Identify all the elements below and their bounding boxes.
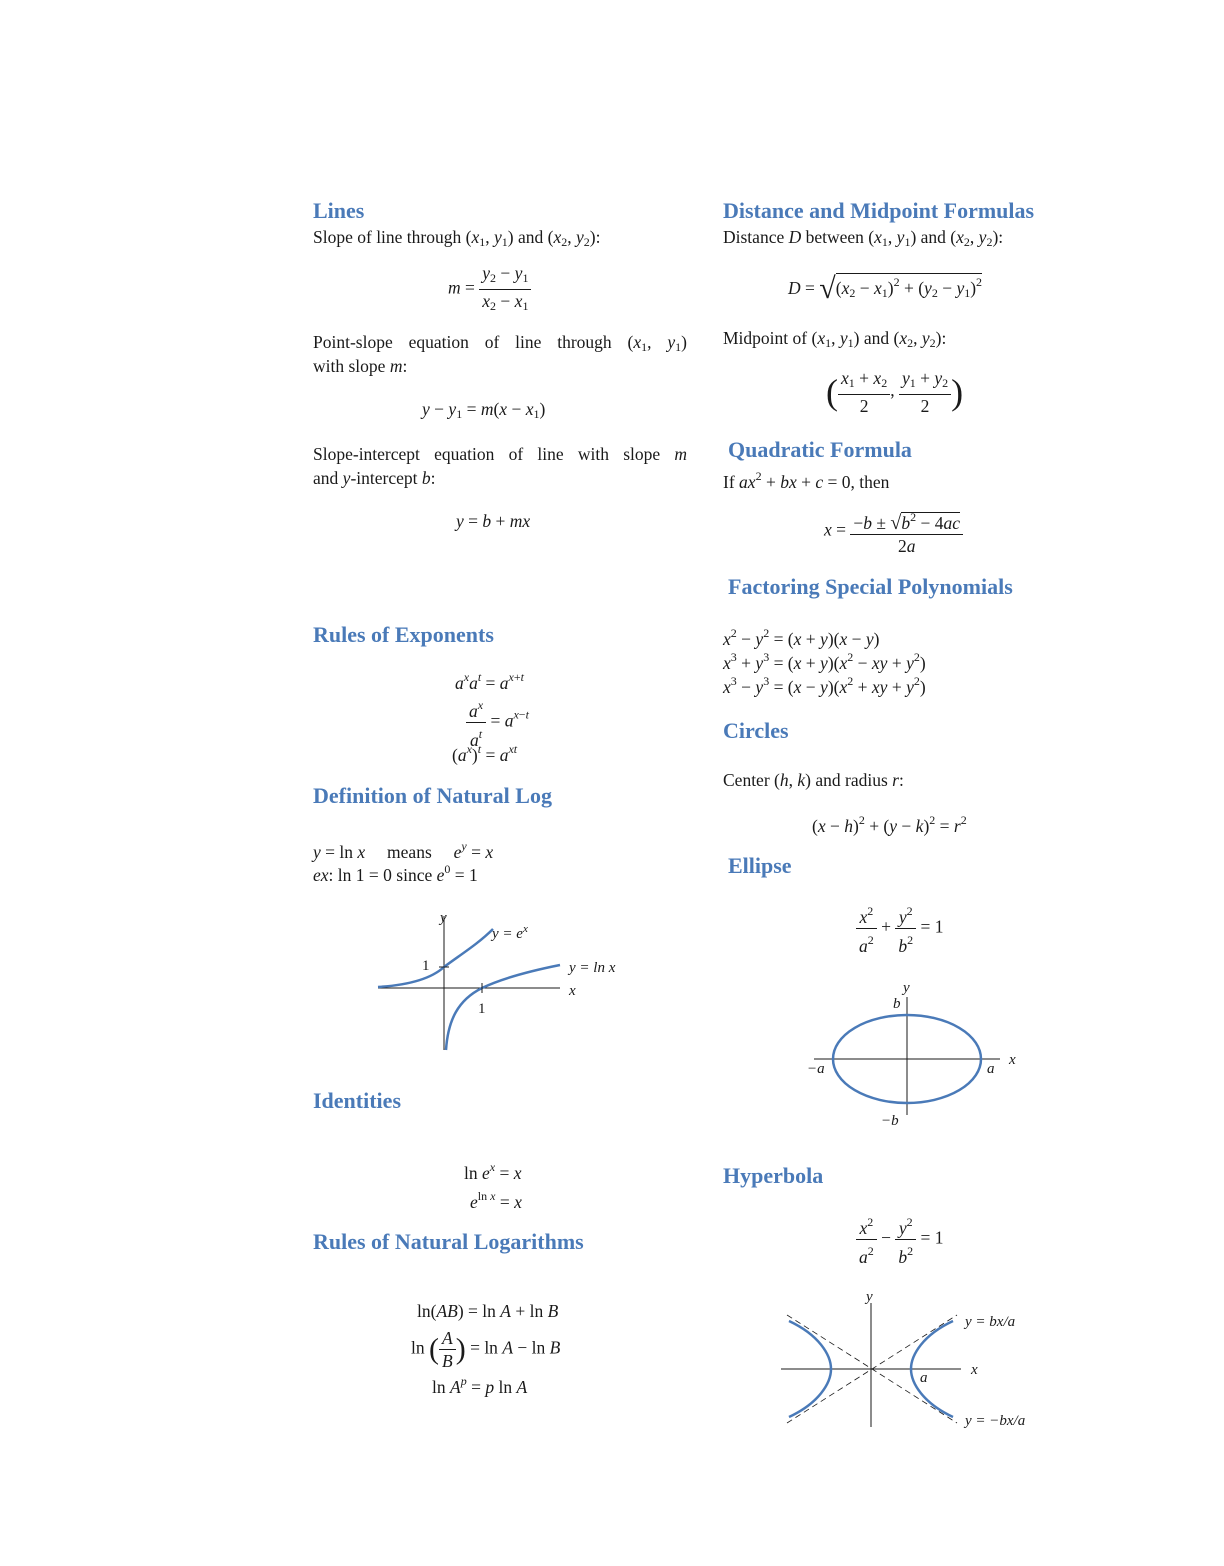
midpoint-text: Midpoint of ($x_1$, $y_1$) and ($x_2$, $y_2$): (723, 328, 947, 350)
exp-curve (378, 929, 493, 987)
exp-ln-graph (370, 900, 640, 1060)
ellipse-graph (800, 975, 1030, 1135)
exponent-rule-quotient: $\frac{a^x}{a^t}$ = $a^{x-t}$ (466, 694, 529, 751)
factoring-diff-squares: $x^2 - y^2 = (x + y)(x - y)$ (723, 626, 880, 649)
factoring-heading: Factoring Special Polynomials (728, 574, 1013, 599)
quadratic-text: If $ax^2$ + bx + c = 0, then (723, 469, 890, 492)
log-rule-product: ln(AB) = ln A + ln B (417, 1301, 559, 1321)
natural-log-heading: Definition of Natural Log (313, 783, 552, 808)
exponent-rule-power: $(a^x)^t = a^{xt}$ (452, 742, 518, 765)
ln-curve-label: y = ln x (569, 960, 616, 976)
y-tick-label: 1 (422, 958, 430, 974)
point-slope-formula: $y - y_1 = m(x - x_1)$ (422, 399, 546, 421)
x-axis-label: x (569, 983, 576, 999)
y-axis-label: y (903, 980, 910, 996)
quadratic-heading: Quadratic Formula (728, 437, 912, 462)
distance-text: Distance D between ($x_1$, $y_1$) and ($x_2$, $y_2$): (723, 227, 1004, 249)
factoring-sum-cubes: $x^3 + y^3 = (x + y)(x^2$ − xy + $y^2$) (723, 650, 926, 673)
identities-heading: Identities (313, 1088, 401, 1113)
factoring-diff-cubes: $x^3 - y^3 = (x - y)(x^2$ + xy + $y^2$) (723, 674, 926, 697)
exp-curve-label: $y = e^x$ (492, 923, 528, 942)
slope-intercept-formula: y = b + mx (456, 511, 531, 531)
x-tick-label: 1 (478, 1001, 486, 1017)
circles-formula: $(x - h)^2 + (y - k)^2 = r^2$ (812, 813, 967, 836)
circles-heading: Circles (723, 718, 789, 743)
quadratic-formula: x = $\frac{-b \pm √b^2 - 4ac}{2a}$ (824, 506, 963, 557)
distance-heading: Distance and Midpoint Formulas (723, 198, 1035, 223)
identity-ln-exp: $\ln e^x = x$ (464, 1160, 522, 1183)
asymptote-positive-label: y = bx/a (965, 1314, 1016, 1330)
y-axis-label: y (866, 1289, 873, 1305)
ln-curve (446, 965, 560, 1050)
point-slope-text-1: Point-slope equation of line through ($x_1$, $y_1$) (313, 332, 687, 354)
x-axis-label: x (971, 1362, 978, 1378)
ellipse-heading: Ellipse (728, 853, 792, 878)
neg-a-label: −a (807, 1061, 825, 1077)
slope-intercept-text-2: and y-intercept b: (313, 468, 436, 488)
neg-b-label: −b (881, 1113, 899, 1129)
b-label: b (893, 996, 901, 1012)
lines-heading: Lines (313, 198, 365, 223)
ellipse-formula: $\frac{x^2}{a^2}$ + $\frac{y^2}{b^2}$ = 1 (856, 900, 944, 957)
hyperbola-heading: Hyperbola (723, 1163, 824, 1188)
natural-log-example: ex: ln 1 = 0 since $e^0 = 1$ (313, 862, 478, 885)
identity-exp-ln: $e^{ln x} = x$ (470, 1189, 522, 1212)
y-axis-label: y (440, 910, 447, 926)
a-label: a (987, 1061, 995, 1077)
hyperbola-graph (775, 1285, 1065, 1435)
asymptote-negative-label: y = −bx/a (965, 1413, 1026, 1429)
exponent-rule-product: $a^xa^t = a^{x+t}$ (455, 670, 524, 693)
distance-formula: $D = √(x_2 - x_1)^2 + (y_2 - y_1)^2$ (788, 272, 983, 305)
log-rule-power: $\ln A^p = p$ ln A (432, 1374, 528, 1397)
midpoint-formula: ( $\frac{x_1 + x_2}{2}$ , $\frac{y_1 + y_2}{2}$ ) (826, 368, 964, 416)
circles-text: Center (h, k) and radius r: (723, 770, 904, 790)
slope-text: Slope of line through ($x_1$, $y_1$) and ($x_2$, $y_2$): (313, 227, 601, 249)
slope-formula: m = $\frac{y_2 - y_1}{x_2 - x_1}$ (448, 262, 531, 317)
point-slope-text-2: with slope m: (313, 356, 408, 376)
slope-intercept-text-1: Slope-intercept equation of line with slope m (313, 444, 687, 464)
natural-log-definition: y = ln x means $e^y = x$ (313, 839, 494, 862)
log-rules-heading: Rules of Natural Logarithms (313, 1229, 584, 1254)
exponents-heading: Rules of Exponents (313, 622, 494, 647)
log-rule-quotient: ln ( $\frac{A}{B}$ ) = ln A − ln B (411, 1328, 561, 1371)
a-label: a (920, 1370, 928, 1386)
x-axis-label: x (1009, 1052, 1016, 1068)
hyperbola-formula: $\frac{x^2}{a^2}$ − $\frac{y^2}{b^2}$ = 1 (856, 1211, 944, 1268)
